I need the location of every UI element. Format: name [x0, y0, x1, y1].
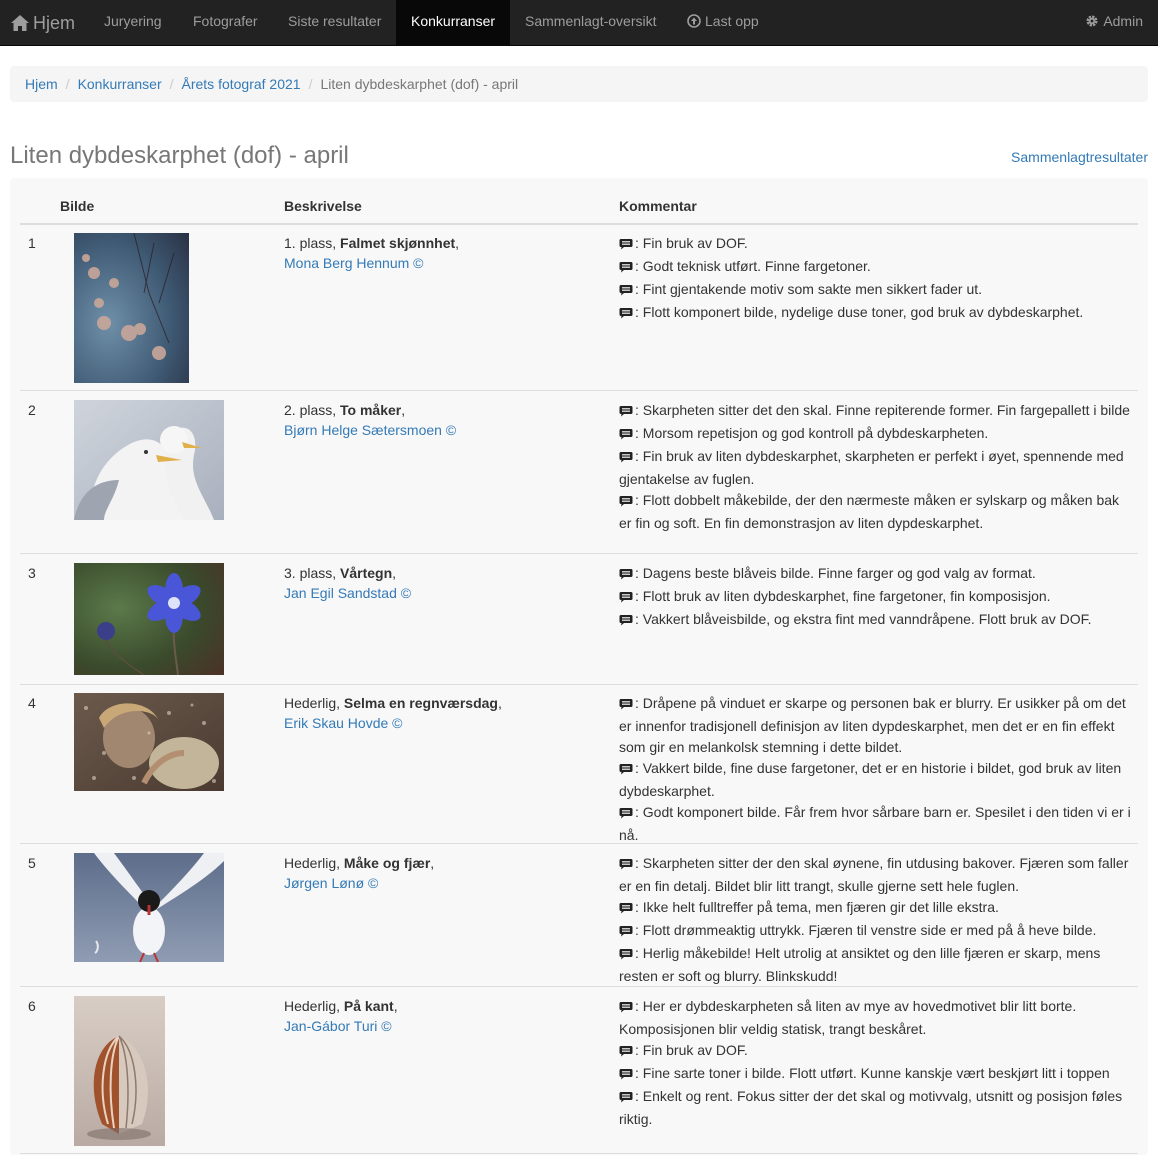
comment-item: [619, 256, 1134, 279]
comment-text: : Fin bruk av liten dybdeskarphet, skarpheten er perfekt i øyet, spennende med gjentakelse av fuglen.: [619, 448, 1124, 487]
row-divider: [20, 684, 1138, 685]
comment-text: : Enkelt og rent. Fokus sitter der det skal og motivvalg, utsnitt og posisjon føles riktig.: [619, 1088, 1123, 1127]
row-number: 3: [28, 565, 36, 581]
photo-title: Vårtegn: [340, 565, 393, 581]
placement-label: Hederlig,: [284, 695, 344, 711]
photo-description: Hederlig, Måke og fjær, Jørgen Lønø ©: [284, 855, 435, 891]
photo-thumbnail[interactable]: [74, 693, 224, 791]
comment-icon: [619, 235, 633, 256]
comment-item: [619, 446, 1134, 490]
row-divider: [20, 553, 1138, 554]
comment-item: [619, 920, 1134, 943]
row-divider: [20, 1153, 1138, 1154]
comment-text: : Dagens beste blåveis bilde. Finne farger og god valg av format.: [635, 565, 1036, 581]
breadcrumb-separator: /: [65, 76, 70, 92]
nav-admin-label: Admin: [1103, 13, 1143, 29]
nav-fotografer[interactable]: Fotografer: [193, 13, 258, 29]
gear-icon: [1085, 2, 1099, 44]
photographer-link[interactable]: Jan-Gábor Turi ©: [284, 1018, 392, 1034]
placement-label: Hederlig,: [284, 998, 344, 1014]
comment-icon: [619, 945, 633, 966]
comment-item: [619, 490, 1134, 534]
photo-title: To måker: [340, 402, 402, 418]
comment-item: [619, 563, 1134, 586]
comment-icon: [619, 855, 633, 876]
page-title: Liten dybdeskarphet (dof) - april: [10, 142, 349, 169]
comment-item: [619, 802, 1134, 846]
comment-item: [619, 1040, 1134, 1063]
breadcrumb-competition[interactable]: Årets fotograf 2021: [181, 76, 301, 92]
comment-icon: [619, 565, 633, 586]
comment-text: : Flott dobbelt måkebilde, der den nærmeste måken er sylskarp og måken bak er fin og soft. En fin demonstrasjon av liten dypdeskarphet.: [619, 492, 1120, 531]
comment-item: [619, 279, 1134, 302]
comment-icon: [619, 695, 633, 716]
placement-label: 1. plass,: [284, 235, 341, 251]
photographer-link[interactable]: Jørgen Lønø ©: [284, 875, 379, 891]
placement-label: Hederlig,: [284, 855, 344, 871]
comment-icon: [619, 448, 633, 469]
row-number: 1: [28, 235, 36, 251]
brand-label: Hjem: [33, 12, 76, 33]
nav-siste-resultater[interactable]: Siste resultater: [288, 13, 382, 29]
comment-icon: [619, 402, 633, 423]
comment-icon: [619, 258, 633, 279]
comment-item: [619, 1063, 1134, 1086]
comment-text: : Vakkert blåveisbilde, og ekstra fint med vanndråpene. Flott bruk av DOF.: [635, 611, 1092, 627]
comment-item: [619, 400, 1134, 423]
comment-text: : Flott drømmeaktig uttrykk. Fjæren til venstre side er med på å heve bilde.: [635, 922, 1097, 938]
nav-juryering[interactable]: Juryering: [104, 13, 162, 29]
nav-last-opp-label: Last opp: [705, 13, 759, 29]
comment-text: : Fint gjentakende motiv som sakte men sikkert fader ut.: [635, 281, 983, 297]
comment-text: : Ikke helt fulltreffer på tema, men fjæren gir det lille ekstra.: [635, 899, 999, 915]
comment-text: : Skarpheten sitter det den skal. Finne repiterende former. Fin fargepallett i bilde: [635, 402, 1130, 418]
photographer-link[interactable]: Mona Berg Hennum ©: [284, 255, 424, 271]
comment-item: [619, 943, 1134, 987]
photo-description: Hederlig, På kant, Jan-Gábor Turi ©: [284, 998, 398, 1034]
comment-item: [619, 302, 1134, 325]
comment-text: : Fin bruk av DOF.: [635, 235, 748, 251]
breadcrumb-separator: /: [308, 76, 313, 92]
breadcrumb-current: Liten dybdeskarphet (dof) - april: [320, 76, 519, 92]
photo-description: Hederlig, Selma en regnværsdag, Erik Skau Hovde ©: [284, 695, 502, 731]
comment-list: [619, 400, 1134, 534]
column-header-comment: Kommentar: [619, 198, 697, 214]
comment-icon: [619, 804, 633, 825]
comment-text: : Godt teknisk utført. Finne fargetoner.: [635, 258, 871, 274]
photo-thumbnail[interactable]: [74, 996, 165, 1146]
photo-description: 3. plass, Vårtegn, Jan Egil Sandstad ©: [284, 565, 412, 601]
comment-icon: [619, 492, 633, 513]
comment-text: : Flott komponert bilde, nydelige duse toner, god bruk av dybdeskarphet.: [635, 304, 1084, 320]
comment-icon: [619, 1065, 633, 1086]
comment-icon: [619, 304, 633, 325]
photo-thumbnail[interactable]: [74, 853, 224, 962]
photo-title: På kant: [343, 998, 394, 1014]
comment-icon: [619, 760, 633, 781]
column-header-description: Beskrivelse: [284, 198, 362, 214]
comment-icon: [619, 425, 633, 446]
comment-item: [619, 1086, 1134, 1130]
summary-results-link[interactable]: Sammenlagtresultater: [1011, 149, 1148, 165]
comment-item: [619, 853, 1134, 897]
photo-title: Falmet skjønnhet: [340, 235, 456, 251]
comment-icon: [619, 1088, 633, 1109]
top-navbar: [0, 0, 1158, 46]
placement-label: 3. plass,: [284, 565, 341, 581]
photographer-link[interactable]: Jan Egil Sandstad ©: [284, 585, 412, 601]
comment-icon: [619, 281, 633, 302]
breadcrumb-konkurranser[interactable]: Konkurranser: [77, 76, 162, 92]
breadcrumb-home[interactable]: Hjem: [25, 76, 58, 92]
comment-icon: [619, 1042, 633, 1063]
comment-text: : Dråpene på vinduet er skarpe og personen bak er blurry. Er usikker på om det er innenfor tradisjonell definisjon av liten dypdeskarphet, men det er en fin effekt som gir en melankolsk stemning i dette bildet.: [619, 695, 1126, 755]
comment-item: [619, 423, 1134, 446]
upload-icon: [687, 2, 701, 44]
comment-item: [619, 758, 1134, 802]
comment-list: [619, 853, 1134, 987]
nav-last-opp[interactable]: [672, 0, 774, 46]
photo-thumbnail[interactable]: [74, 563, 224, 675]
comment-text: : Godt komponert bilde. Får frem hvor sårbare barn er. Spesilet i den tiden vi er i nå.: [619, 804, 1131, 843]
photographer-link[interactable]: Bjørn Helge Sætersmoen ©: [284, 422, 457, 438]
comment-icon: [619, 588, 633, 609]
header-divider: [20, 223, 1138, 225]
comment-icon: [619, 922, 633, 943]
photo-description: 2. plass, To måker, Bjørn Helge Sætersmoen ©: [284, 402, 457, 438]
comment-item: [619, 233, 1134, 256]
comment-text: : Fine sarte toner i bilde. Flott utført. Kunne kanskje vært beskjørt litt i toppen: [635, 1065, 1110, 1081]
nav-sammenlagt-oversikt[interactable]: Sammenlagt-oversikt: [525, 13, 657, 29]
comment-item: [619, 996, 1134, 1040]
comment-text: : Fin bruk av DOF.: [635, 1042, 748, 1058]
comment-item: [619, 586, 1134, 609]
brand-home-link[interactable]: [10, 0, 75, 46]
comment-icon: [619, 998, 633, 1019]
comment-text: : Morsom repetisjon og god kontroll på dybdeskarpheten.: [635, 425, 989, 441]
row-number: 6: [28, 998, 36, 1014]
placement-label: 2. plass,: [284, 402, 341, 418]
row-number: 2: [28, 402, 36, 418]
comment-list: [619, 693, 1134, 846]
nav-konkurranser[interactable]: Konkurranser: [396, 0, 510, 46]
nav-admin[interactable]: [1070, 0, 1158, 46]
comment-item: [619, 897, 1134, 920]
comment-item: [619, 609, 1134, 632]
comment-text: : Herlig måkebilde! Helt utrolig at ansiktet og den lille fjæren er skarp, mens resten er soft og blurry. Blinkskudd!: [619, 945, 1101, 984]
comment-list: [619, 996, 1134, 1130]
comment-item: [619, 693, 1134, 758]
comment-list: [619, 563, 1134, 632]
photo-title: Måke og fjær: [343, 855, 431, 871]
row-number: 4: [28, 695, 36, 711]
comment-icon: [619, 899, 633, 920]
row-divider: [20, 390, 1138, 391]
photo-thumbnail[interactable]: [74, 233, 189, 383]
row-number: 5: [28, 855, 36, 871]
breadcrumb: [10, 66, 1148, 102]
photo-title: Selma en regnværsdag: [343, 695, 498, 711]
comment-text: : Vakkert bilde, fine duse fargetoner, det er en historie i bildet, god bruk av liten dybdeskarphet.: [619, 760, 1122, 799]
breadcrumb-separator: /: [169, 76, 174, 92]
comment-text: : Her er dybdeskarpheten så liten av mye av hovedmotivet blir litt borte. Komposisjonen blir veldig statisk, trangt beskåret.: [619, 998, 1077, 1037]
photo-thumbnail[interactable]: [74, 400, 224, 520]
photographer-link[interactable]: Erik Skau Hovde ©: [284, 715, 403, 731]
column-header-image: Bilde: [60, 198, 95, 214]
comment-icon: [619, 611, 633, 632]
comment-text: : Skarpheten sitter der den skal øynene, fin utdusing bakover. Fjæren som faller er en fin detalj. Bildet blir litt trangt, skulle gjerne sett hele fuglen.: [619, 855, 1129, 894]
comment-text: : Flott bruk av liten dybdeskarphet, fine fargetoner, fin komposisjon.: [635, 588, 1051, 604]
home-icon: [10, 14, 30, 32]
photo-description: 1. plass, Falmet skjønnhet, Mona Berg Hennum ©: [284, 235, 460, 271]
comment-list: [619, 233, 1134, 325]
